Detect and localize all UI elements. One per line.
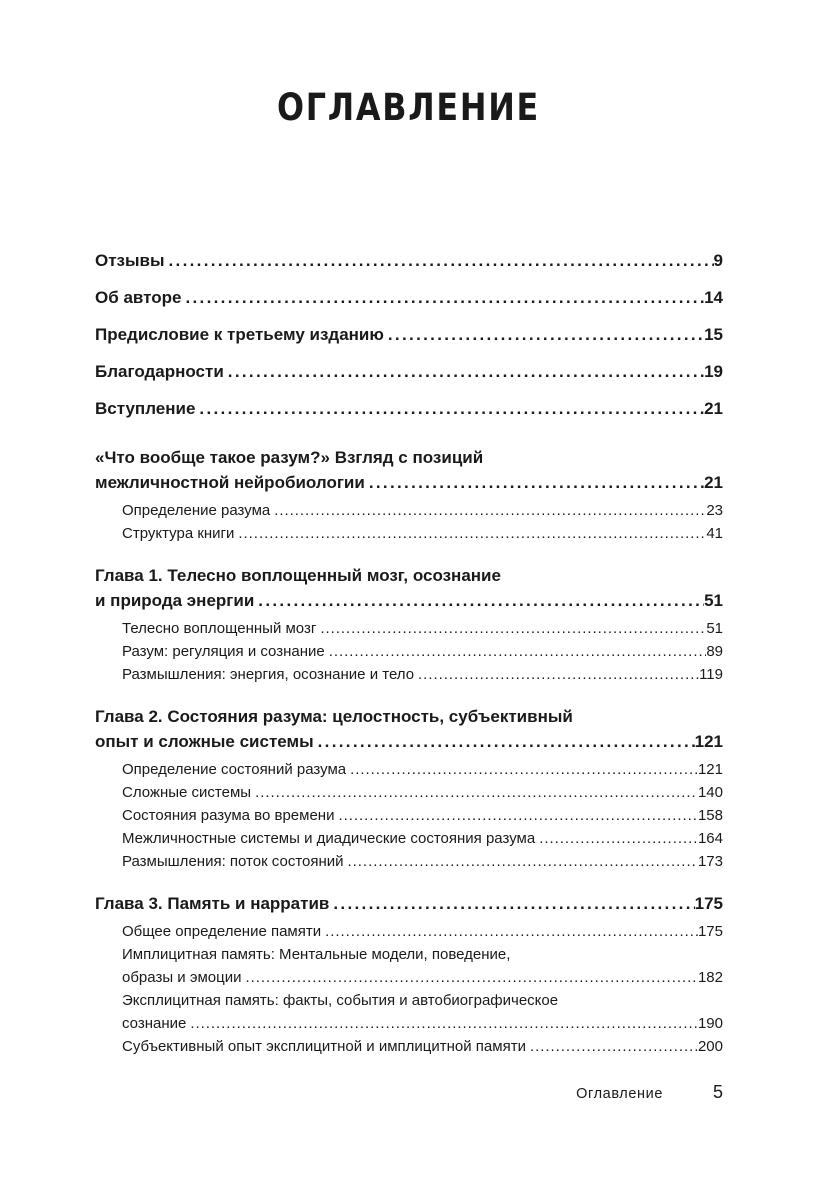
section-heading-label: межличностной нейробиологии xyxy=(95,473,365,492)
dot-leader xyxy=(344,850,698,873)
toc-entry-label: Благодарности xyxy=(95,362,224,381)
subentry-page: 158 xyxy=(697,807,723,824)
dot-leader xyxy=(251,781,698,804)
toc-section xyxy=(95,563,723,686)
toc-entry-page: 19 xyxy=(704,362,723,381)
subentry-page: 182 xyxy=(697,969,723,986)
section-heading[interactable] xyxy=(95,891,723,916)
section-page: 175 xyxy=(694,894,723,913)
dot-leader xyxy=(314,729,695,754)
dot-leader xyxy=(316,617,706,640)
subentry-line[interactable]: Эксплицитная память: факты, события и автобиографическое xyxy=(122,992,559,1009)
section-page: 51 xyxy=(704,591,723,610)
subentry-label: сознание xyxy=(122,1015,187,1032)
dot-leader xyxy=(234,522,706,545)
dot-leader xyxy=(195,396,704,421)
toc-subentry[interactable] xyxy=(95,1035,723,1058)
toc-section xyxy=(95,891,723,1058)
section-heading-label: и природа энергии xyxy=(95,591,255,610)
toc-entry[interactable] xyxy=(95,359,723,384)
dot-leader xyxy=(241,966,697,989)
subentry-label: Межличностные системы и диадические состояния разума xyxy=(122,830,536,847)
subentry-label: Размышления: энергия, осознание и тело xyxy=(122,666,415,683)
toc-subentry[interactable] xyxy=(95,1012,723,1035)
toc-subentry[interactable] xyxy=(95,804,723,827)
subentry-page: 140 xyxy=(697,784,723,801)
toc-entry[interactable] xyxy=(95,396,723,421)
section-heading-line[interactable]: Глава 2. Состояния разума: целостность, субъективный xyxy=(95,707,573,726)
dot-leader xyxy=(329,891,694,916)
toc-entry-page: 21 xyxy=(704,399,723,418)
toc-entry[interactable] xyxy=(95,322,723,347)
subentry-page: 121 xyxy=(697,761,723,778)
dot-leader xyxy=(526,1035,698,1058)
page-number: 5 xyxy=(712,1082,723,1102)
page-title: ОГЛАВЛЕНИЕ xyxy=(277,86,540,129)
subentry-label: Сложные системы xyxy=(122,784,252,801)
subentry-page: 23 xyxy=(706,502,723,519)
toc-subentry[interactable] xyxy=(95,920,723,943)
subentry-label: Субъективный опыт эксплицитной и имплицитной памяти xyxy=(122,1038,526,1055)
toc-subentry[interactable] xyxy=(95,966,723,989)
section-heading-label: опыт и сложные системы xyxy=(95,732,314,751)
subentry-label: Структура книги xyxy=(122,525,235,542)
section-heading-line[interactable]: «Что вообще такое разум?» Взгляд с позиций xyxy=(95,448,484,467)
running-footer-title: Оглавление xyxy=(576,1086,663,1102)
toc-subentry[interactable] xyxy=(95,781,723,804)
section-heading[interactable] xyxy=(95,470,723,495)
section-page: 21 xyxy=(704,473,723,492)
toc-section xyxy=(95,704,723,873)
dot-leader xyxy=(384,322,704,347)
toc-entry[interactable] xyxy=(95,248,723,273)
table-of-contents xyxy=(95,248,723,1058)
subentry-page: 200 xyxy=(697,1038,723,1055)
dot-leader xyxy=(535,827,698,850)
page-footer xyxy=(576,1082,723,1103)
toc-subentry[interactable] xyxy=(95,522,723,545)
toc-subentry[interactable] xyxy=(95,499,723,522)
toc-entry-page: 9 xyxy=(713,251,723,270)
dot-leader xyxy=(224,359,704,384)
dot-leader xyxy=(270,499,706,522)
subentry-page: 41 xyxy=(706,525,723,542)
toc-subentry[interactable] xyxy=(95,640,723,663)
subentry-label: Телесно воплощенный мозг xyxy=(122,620,317,637)
toc-entry-page: 15 xyxy=(704,325,723,344)
dot-leader xyxy=(346,758,698,781)
subentry-page: 190 xyxy=(697,1015,723,1032)
subentry-label: образы и эмоции xyxy=(122,969,242,986)
subentry-label: Определение разума xyxy=(122,502,271,519)
dot-leader xyxy=(325,640,707,663)
section-heading-label: Глава 3. Память и нарратив xyxy=(95,894,330,913)
section-page: 121 xyxy=(694,732,723,751)
dot-leader xyxy=(414,663,699,686)
toc-entry-label: Вступление xyxy=(95,399,196,418)
subentry-label: Определение состояний разума xyxy=(122,761,347,778)
toc-subentry[interactable] xyxy=(95,827,723,850)
subentry-page: 89 xyxy=(706,643,723,660)
subentry-label: Разум: регуляция и сознание xyxy=(122,643,325,660)
subentry-page: 51 xyxy=(706,620,723,637)
toc-subentry[interactable] xyxy=(95,850,723,873)
section-heading-line[interactable]: Глава 1. Телесно воплощенный мозг, осознание xyxy=(95,566,501,585)
dot-leader xyxy=(186,1012,698,1035)
section-heading[interactable] xyxy=(95,588,723,613)
toc-entry[interactable] xyxy=(95,285,723,310)
toc-entry-label: Об авторе xyxy=(95,288,182,307)
subentry-page: 119 xyxy=(699,666,723,683)
subentry-label: Состояния разума во времени xyxy=(122,807,335,824)
dot-leader xyxy=(181,285,704,310)
dot-leader xyxy=(254,588,704,613)
toc-entry-label: Предисловие к третьему изданию xyxy=(95,325,384,344)
toc-subentry[interactable] xyxy=(95,663,723,686)
dot-leader xyxy=(334,804,698,827)
subentry-label: Общее определение памяти xyxy=(122,923,322,940)
subentry-page: 164 xyxy=(697,830,723,847)
dot-leader xyxy=(165,248,714,273)
dot-leader xyxy=(321,920,698,943)
toc-subentry[interactable] xyxy=(95,758,723,781)
subentry-label: Размышления: поток состояний xyxy=(122,853,344,870)
toc-section xyxy=(95,445,723,545)
toc-entry-label: Отзывы xyxy=(95,251,165,270)
toc-subentry[interactable] xyxy=(95,617,723,640)
subentry-page: 175 xyxy=(697,923,723,940)
subentry-line[interactable]: Имплицитная память: Ментальные модели, поведение, xyxy=(122,946,511,963)
subentry-page: 173 xyxy=(697,853,723,870)
dot-leader xyxy=(365,470,704,495)
section-heading[interactable] xyxy=(95,729,723,754)
toc-entry-page: 14 xyxy=(704,288,723,307)
